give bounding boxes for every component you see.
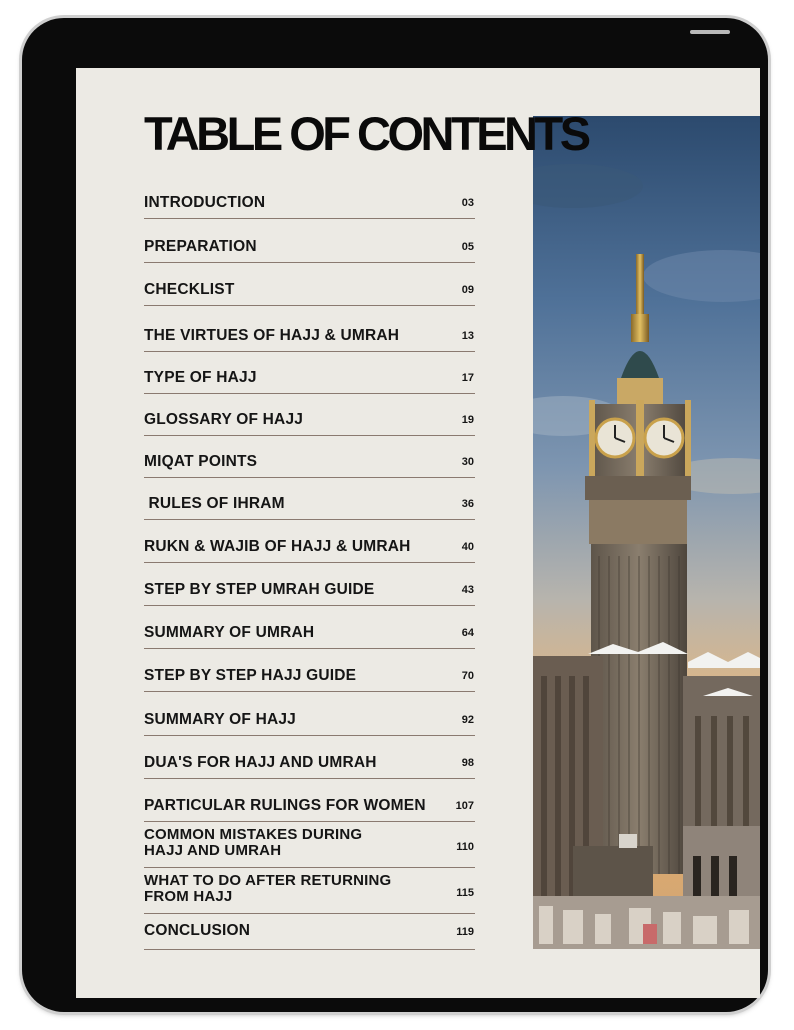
toc-entry-label: RUKN & WAJIB OF HAJJ & UMRAH — [144, 537, 411, 555]
toc-entry-label: PARTICULAR RULINGS FOR WOMEN — [144, 796, 426, 814]
toc-entry-label: STEP BY STEP HAJJ GUIDE — [144, 666, 357, 684]
toc-entry-page: 36 — [461, 498, 474, 510]
toc-entry-label: SUMMARY OF HAJJ — [144, 710, 296, 728]
toc-entry-label: CHECKLIST — [144, 280, 235, 298]
toc-entry[interactable] — [144, 262, 475, 306]
toc-entry-page: 98 — [461, 757, 474, 769]
toc-entry-label: GLOSSARY OF HAJJ — [144, 410, 304, 428]
toc-entry-label: COMMON MISTAKES DURING HAJJ AND UMRAH — [144, 826, 363, 859]
tablet-screen — [76, 68, 760, 998]
toc-entry-label: CONCLUSION — [144, 921, 251, 939]
toc-entry-page: 13 — [461, 330, 474, 342]
toc-entry-page: 119 — [456, 926, 474, 938]
toc-entry[interactable] — [144, 648, 475, 692]
toc-entry-page: 70 — [461, 670, 474, 682]
toc-entry-page: 110 — [456, 841, 474, 853]
toc-entry-page: 92 — [461, 714, 474, 726]
toc-entry-label: PREPARATION — [144, 237, 257, 255]
toc-entry-label: TYPE OF HAJJ — [144, 368, 257, 386]
toc-entry-label: RULES OF IHRAM — [144, 494, 285, 512]
toc-entry[interactable] — [144, 913, 475, 950]
toc-entry[interactable] — [144, 477, 475, 520]
toc-entry[interactable] — [144, 735, 475, 779]
toc-entry-page: 17 — [461, 372, 474, 384]
toc-entry[interactable] — [144, 305, 475, 352]
toc-entry-label: WHAT TO DO AFTER RETURNING FROM HAJJ — [144, 872, 392, 905]
page-title: TABLE OF CONTENTS — [144, 107, 588, 160]
toc-entry-page: 30 — [461, 456, 474, 468]
toc-entry-page: 03 — [461, 197, 474, 209]
toc-entry[interactable] — [144, 519, 475, 563]
toc-entry-page: 107 — [455, 800, 474, 812]
toc-entry-page: 115 — [456, 887, 474, 899]
toc-entry[interactable] — [144, 351, 475, 394]
toc-entry-page: 09 — [461, 284, 474, 296]
toc-entry-page: 19 — [461, 414, 474, 426]
toc-entry[interactable] — [144, 821, 475, 868]
toc-entry[interactable] — [144, 218, 475, 263]
toc-entry-page: 05 — [461, 241, 474, 253]
toc-entry-label: SUMMARY OF UMRAH — [144, 623, 315, 641]
toc-entry-label: THE VIRTUES OF HAJJ & UMRAH — [144, 326, 400, 344]
toc-entry[interactable] — [144, 691, 475, 736]
toc-entry-page: 64 — [461, 627, 474, 639]
toc-entry[interactable] — [144, 778, 475, 822]
toc-entry[interactable] — [144, 562, 475, 606]
toc-entry[interactable] — [144, 393, 475, 436]
toc-entry-label: DUA'S FOR HAJJ AND UMRAH — [144, 753, 377, 771]
toc-entry[interactable] — [144, 435, 475, 478]
toc-entry-label: MIQAT POINTS — [144, 452, 258, 470]
toc-entry-label: STEP BY STEP UMRAH GUIDE — [144, 580, 375, 598]
toc-entry[interactable] — [144, 605, 475, 649]
toc-entry-label: INTRODUCTION — [144, 193, 266, 211]
toc-entry[interactable] — [144, 180, 475, 219]
toc-entry-page: 43 — [461, 584, 474, 596]
toc-entry-page: 40 — [461, 541, 474, 553]
clock-tower-photo — [533, 116, 760, 949]
toc-entry[interactable] — [144, 867, 475, 914]
tablet-side-button — [690, 30, 730, 34]
tablet-frame — [22, 18, 768, 1012]
